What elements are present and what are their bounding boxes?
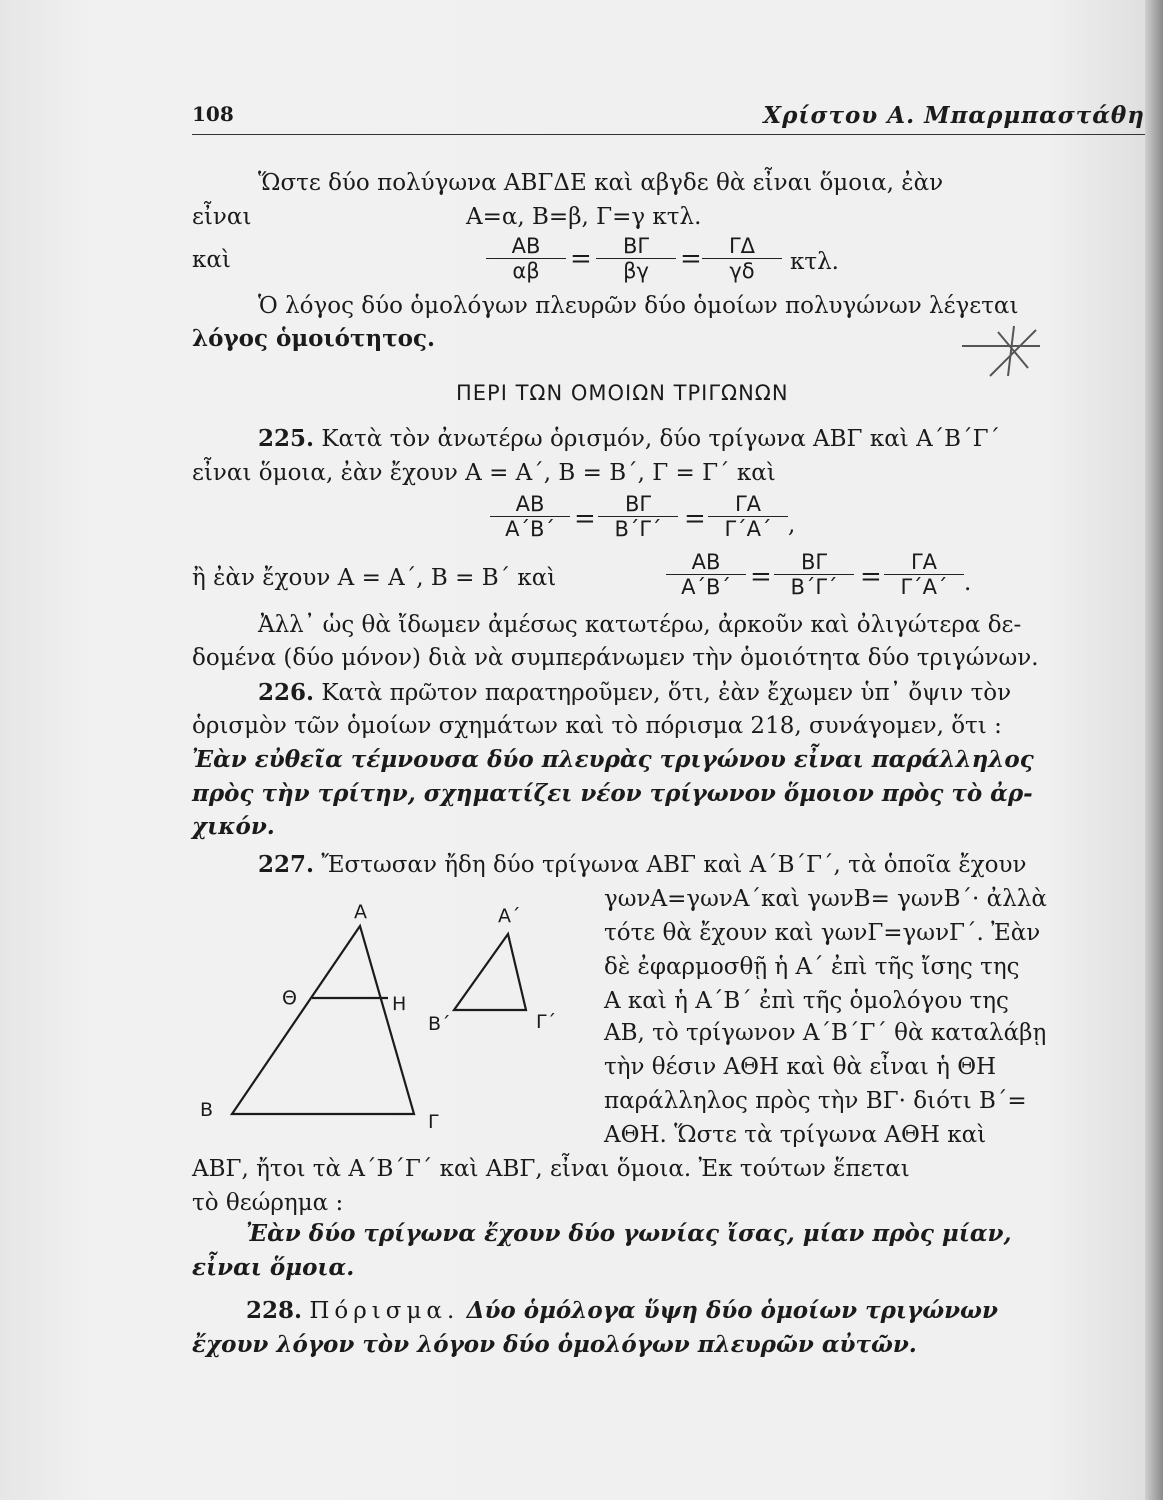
equals-sign: = xyxy=(750,562,772,592)
fraction-denominator: γδ xyxy=(729,259,755,283)
p227-after-line2: τὸ θεώρημα : xyxy=(192,1190,344,1216)
p225-number: 225. xyxy=(258,425,315,452)
p227-right-line-8: ΑΘΗ. Ὥστε τὰ τρίγωνα ΑΘΗ καὶ xyxy=(604,1122,987,1148)
intro-angle-condition: Α=α, Β=β, Γ=γ κτλ. xyxy=(466,204,702,230)
equals-sign: = xyxy=(860,562,882,592)
intro-kai: καὶ xyxy=(192,247,231,273)
equals-sign: = xyxy=(680,244,702,274)
p226-number: 226. xyxy=(258,679,315,706)
p227-right-line-5: ΑΒ, τὸ τρίγωνον Α΄Β΄Γ΄ θὰ καταλάβῃ xyxy=(604,1020,1047,1046)
p228-number: 228. xyxy=(246,1297,303,1324)
intro-line1: Ὥστε δύο πολύγωνα ΑΒΓΔΕ καὶ αβγδε θὰ εἶναι ὅμοια, ἐὰν xyxy=(258,170,944,196)
p226-line2: ὁρισμὸν τῶν ὁμοίων σχημάτων καὶ τὸ πόρισμα 218, συνάγομεν, ὅτι : xyxy=(192,713,1002,739)
p227-number: 227. xyxy=(258,851,315,878)
equals-sign: = xyxy=(684,504,706,534)
fraction-denominator: Β΄Γ΄ xyxy=(790,575,838,599)
p226-text: Κατὰ πρῶτον παρατηροῦμεν, ὅτι, ἐὰν ἔχωμεν ὑπ᾿ ὄψιν τὸν xyxy=(321,680,1012,706)
fraction-numerator: ΒΓ xyxy=(598,492,678,517)
ratio-term: λόγος ὁμοιότητος. xyxy=(192,325,436,352)
label-a: Α xyxy=(354,901,367,923)
fraction-denominator: Β΄Γ΄ xyxy=(614,517,662,541)
label-b: Β xyxy=(200,1099,214,1121)
fraction-denominator: Α΄Β΄ xyxy=(681,575,731,599)
section-title: ΠΕΡΙ ΤΩΝ ΟΜΟΙΩΝ ΤΡΙΓΩΝΩΝ xyxy=(456,381,789,405)
period: . xyxy=(964,570,972,596)
p227-theorem-line1: Ἐὰν δύο τρίγωνα ἔχουν δύο γωνίας ἴσας, μίαν πρὸς μίαν, xyxy=(246,1220,1012,1247)
p225-text: Κατὰ τὸν ἀνωτέρω ὁρισμόν, δύο τρίγωνα ΑΒΓ καὶ Α΄Β΄Γ΄ xyxy=(321,426,1001,452)
p225-note-line1: Ἀλλ᾿ ὡς θὰ ἴδωμεν ἀμέσως κατωτέρω, ἀρκοῦν καὶ ὀλιγώτερα δε- xyxy=(258,612,1022,638)
fraction-numerator: ΒΓ xyxy=(596,234,676,259)
fraction-denominator: Γ΄Α΄ xyxy=(724,517,772,541)
p227-text: Ἔστωσαν ἤδη δύο τρίγωνα ΑΒΓ καὶ Α΄Β΄Γ΄, τὰ ὁποῖα ἔχουν xyxy=(321,852,1027,878)
p227-right-line-4: Α καὶ ἡ Α΄Β΄ ἐπὶ τῆς ὁμολόγου της xyxy=(604,988,1009,1014)
label-a-prime: Α΄ xyxy=(498,905,521,927)
pencil-star-mark xyxy=(962,326,1040,376)
label-theta: Θ xyxy=(282,987,297,1009)
fraction-numerator: ΑΒ xyxy=(490,492,570,517)
p228-line2: ἔχουν λόγον τὸν λόγον δύο ὁμολόγων πλευρῶν αὐτῶν. xyxy=(192,1331,917,1358)
p226-theorem-line2: πρὸς τὴν τρίτην, σχηματίζει νέον τρίγωνον ὅμοιον πρὸς τὸ ἀρ- xyxy=(192,780,1033,807)
p225-note-line2: δομένα (δύο μόνον) διὰ νὰ συμπεράνωμεν τὴν ὁμοιότητα δύο τριγώνων. xyxy=(192,645,1039,671)
fraction-denominator: Γ΄Α΄ xyxy=(900,575,948,599)
label-h: Η xyxy=(392,993,407,1015)
intro-ktl: κτλ. xyxy=(790,249,839,275)
p225-line2: εἶναι ὅμοια, ἐὰν ἔχουν Α = Α΄, Β = Β΄, Γ = Γ΄ καὶ xyxy=(192,460,776,486)
label-g: Γ xyxy=(428,1111,439,1133)
p227-right-line-2: τότε θὰ ἔχουν καὶ γωνΓ=γωνΓ΄. Ἐὰν xyxy=(604,920,1041,946)
p227-after-line1: ΑΒΓ, ἤτοι τὰ Α΄Β΄Γ΄ καὶ ΑΒΓ, εἶναι ὅμοια. Ἐκ τούτων ἕπεται xyxy=(192,1156,910,1182)
fraction-numerator: ΓΔ xyxy=(702,234,782,259)
p227-right-line-6: τὴν θέσιν ΑΘΗ καὶ θὰ εἶναι ἡ ΘΗ xyxy=(604,1054,997,1080)
p228-text: Δύο ὁμόλογα ὕψη δύο ὁμοίων τριγώνων xyxy=(466,1297,998,1324)
fraction-numerator: ΑΒ xyxy=(486,234,566,259)
triangle-abg xyxy=(232,926,414,1114)
label-g-prime: Γ΄ xyxy=(536,1011,557,1033)
p226-theorem-line3: χικόν. xyxy=(192,813,275,840)
intro-einai: εἶναι xyxy=(192,204,252,230)
running-title: Χρίστου Α. Μπαρμπαστάθη xyxy=(763,102,1145,129)
fraction-numerator: ΑΒ xyxy=(666,550,746,575)
p227-right-line-3: δὲ ἐφαρμοσθῇ ἡ Α΄ ἐπὶ τῆς ἴσης της xyxy=(604,954,1020,980)
p227-right-line-1: γωνΑ=γωνΑ΄καὶ γωνΒ= γωνΒ΄· ἀλλὰ xyxy=(604,886,1047,912)
equals-sign: = xyxy=(574,504,596,534)
fraction-denominator: αβ xyxy=(512,259,540,283)
fraction-denominator: βγ xyxy=(623,259,649,283)
ratio-line: Ὁ λόγος δύο ὁμολόγων πλευρῶν δύο ὁμοίων πολυγώνων λέγεται xyxy=(258,293,1019,319)
p228-label: Πόρισμα. xyxy=(309,1298,460,1324)
triangle-a2b2g2 xyxy=(454,934,526,1010)
comma: , xyxy=(788,512,796,538)
fraction-numerator: ΓΑ xyxy=(708,492,788,517)
fraction-numerator: ΓΑ xyxy=(884,550,964,575)
p226-theorem-line1: Ἐὰν εὐθεῖα τέμνουσα δύο πλευρὰς τριγώνου εἶναι παράλληλος xyxy=(192,746,1034,773)
p227-right-line-7: παράλληλος πρὸς τὴν ΒΓ· διότι Β΄= xyxy=(604,1088,1027,1114)
fraction-numerator: ΒΓ xyxy=(774,550,854,575)
fraction-denominator: Α΄Β΄ xyxy=(505,517,555,541)
label-b-prime: Β΄ xyxy=(428,1013,451,1035)
p225-or-line: ἢ ἐὰν ἔχουν Α = Α΄, Β = Β΄ καὶ xyxy=(192,565,557,591)
equals-sign: = xyxy=(570,244,592,274)
page-number: 108 xyxy=(192,102,234,126)
p228-line1 xyxy=(246,1296,998,1326)
p227-theorem-line2: εἶναι ὅμοια. xyxy=(192,1254,355,1281)
